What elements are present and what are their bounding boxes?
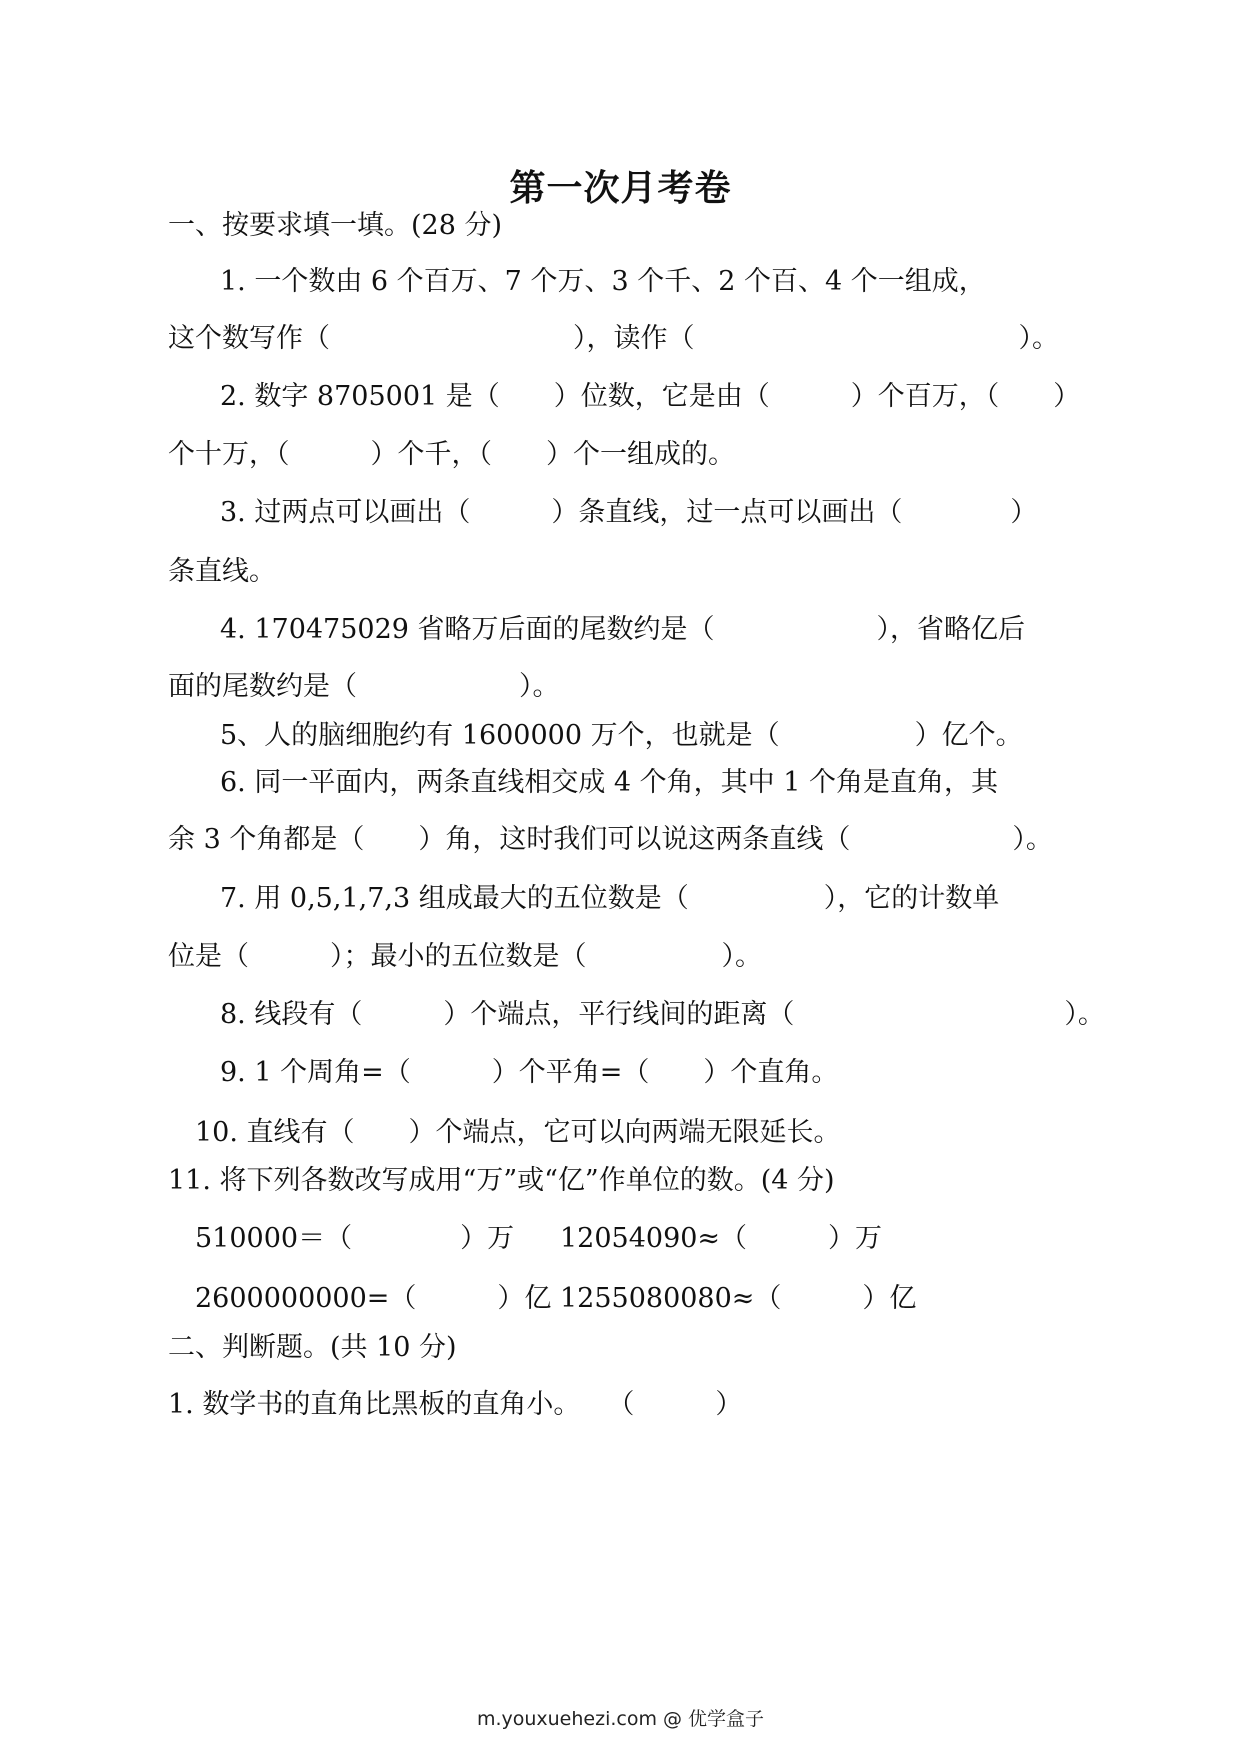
question-3-line-1: 3. 过两点可以画出（ ）条直线，过一点可以画出（ ）	[220, 497, 1038, 528]
question-7-line-1: 7. 用 0,5,1,7,3 组成最大的五位数是（ ），它的计数单	[220, 883, 1000, 914]
question-5: 5、人的脑细胞约有 1600000 万个，也就是（ ）亿个。	[220, 720, 1023, 751]
question-9: 9. 1 个周角=（ ）个平角=（ ）个直角。	[220, 1057, 839, 1088]
footer-watermark: m.youxuehezi.com @ 优学盒子	[476, 1708, 765, 1730]
question-6-line-1: 6. 同一平面内，两条直线相交成 4 个角，其中 1 个角是直角，其	[220, 767, 999, 798]
question-2-line-1: 2. 数字 8705001 是（ ）位数，它是由（ ）个百万，（ ）	[220, 381, 1081, 412]
question-6-line-2: 余 3 个角都是（ ）角，这时我们可以说这两条直线（ ）。	[168, 824, 1053, 855]
question-2-line-2: 个十万，（ ）个千，（ ）个一组成的。	[168, 439, 735, 470]
question-1-line-1: 1. 一个数由 6 个百万、7 个万、3 个千、2 个百、4 个一组成，	[220, 266, 986, 297]
question-10: 10. 直线有（ ）个端点，它可以向两端无限延长。	[195, 1117, 841, 1148]
question-7-line-2: 位是（ ）；最小的五位数是（ ）。	[168, 941, 762, 972]
question-11-item-a: 510000＝（ ）万	[195, 1223, 515, 1254]
section1-heading: 一、按要求填一填。(28 分)	[168, 210, 503, 241]
section2-heading: 二、判断题。(共 10 分)	[168, 1332, 457, 1363]
question-1-line-2: 这个数写作（ ），读作（ ）。	[168, 323, 1059, 354]
question-8: 8. 线段有（ ）个端点，平行线间的距离（ ）。	[220, 999, 1105, 1030]
question-11-item-b: 12054090≈（ ）万	[560, 1223, 883, 1254]
question-3-line-2: 条直线。	[168, 556, 276, 587]
question-11-item-d: 1255080080≈（ ）亿	[560, 1283, 917, 1314]
page-title: 第一次月考卷	[509, 168, 732, 209]
question-11: 11. 将下列各数改写成用“万”或“亿”作单位的数。(4 分)	[168, 1165, 835, 1196]
question-4-line-2: 面的尾数约是（ ）。	[168, 671, 560, 702]
judge-question-1: 1. 数学书的直角比黑板的直角小。 （ ）	[168, 1389, 743, 1420]
question-4-line-1: 4. 170475029 省略万后面的尾数约是（ ），省略亿后	[220, 614, 1026, 645]
question-11-item-c: 2600000000=（ ）亿	[195, 1283, 552, 1314]
